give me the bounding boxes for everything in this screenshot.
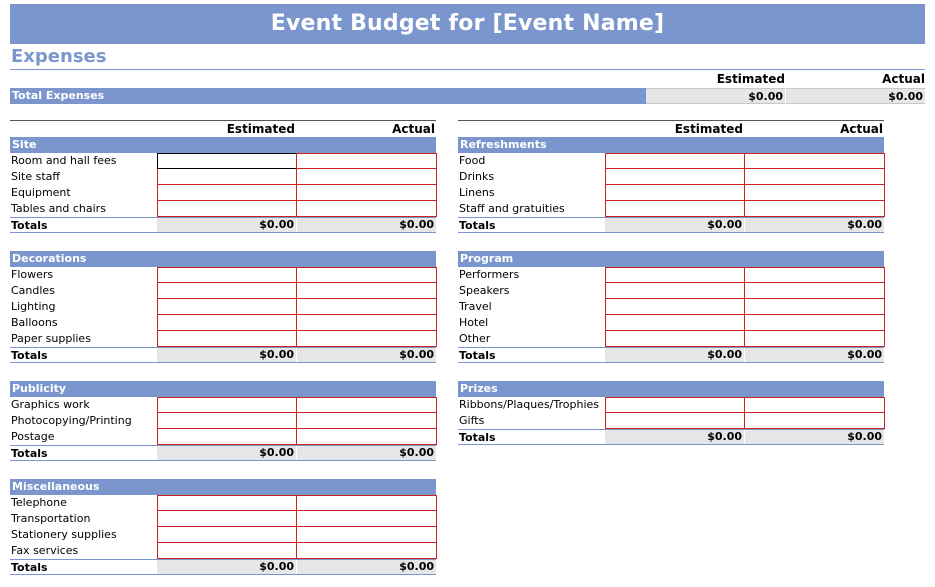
section-publicity [10, 381, 436, 461]
estimated-input-cell[interactable] [605, 153, 745, 169]
actual-input-cell[interactable] [296, 283, 437, 299]
totals-estimated[interactable]: $0.00 [157, 560, 296, 574]
line-item-row [458, 169, 884, 185]
line-item-label: Transportation [11, 512, 91, 525]
line-item-label: Photocopying/Printing [11, 414, 132, 427]
estimated-input-cell[interactable] [157, 153, 297, 169]
totals-estimated[interactable]: $0.00 [605, 348, 744, 362]
line-item-label: Stationery supplies [11, 528, 117, 541]
line-item-row [10, 495, 436, 511]
section-totals-row [10, 217, 436, 233]
actual-input-cell[interactable] [744, 169, 885, 185]
totals-estimated[interactable]: $0.00 [157, 446, 296, 460]
section-miscellaneous [10, 479, 436, 575]
estimated-input-cell[interactable] [157, 527, 297, 543]
total-expenses-label: Total Expenses [10, 88, 646, 104]
actual-input-cell[interactable] [296, 331, 437, 347]
actual-input-cell[interactable] [744, 185, 885, 201]
line-item-label: Hotel [459, 316, 489, 329]
line-item-label: Flowers [11, 268, 54, 281]
estimated-input-cell[interactable] [605, 315, 745, 331]
line-item-row [10, 331, 436, 347]
actual-input-cell[interactable] [296, 267, 437, 283]
totals-actual[interactable]: $0.00 [297, 560, 436, 574]
section-totals-row [10, 445, 436, 461]
estimated-input-cell[interactable] [605, 283, 745, 299]
line-item-row [10, 527, 436, 543]
actual-input-cell[interactable] [296, 315, 437, 331]
section-totals-row [458, 217, 884, 233]
line-item-row [10, 315, 436, 331]
section-prizes [458, 381, 884, 445]
line-item-row [10, 169, 436, 185]
actual-input-cell[interactable] [296, 299, 437, 315]
line-item-label: Linens [459, 186, 495, 199]
section-totals-row [10, 347, 436, 363]
estimated-input-cell[interactable] [605, 201, 745, 217]
line-item-label: Staff and gratuities [459, 202, 565, 215]
line-item-row [10, 413, 436, 429]
totals-estimated[interactable]: $0.00 [157, 348, 296, 362]
column-header-row [10, 121, 436, 137]
section-decorations [10, 251, 436, 363]
totals-estimated[interactable]: $0.00 [157, 218, 296, 232]
estimated-input-cell[interactable] [605, 397, 745, 413]
line-item-row [458, 283, 884, 299]
estimated-input-cell[interactable] [157, 397, 297, 413]
line-item-label: Graphics work [11, 398, 90, 411]
totals-actual[interactable]: $0.00 [297, 446, 436, 460]
actual-input-cell[interactable] [744, 397, 885, 413]
line-item-row [458, 413, 884, 429]
actual-input-cell[interactable] [744, 201, 885, 217]
actual-input-cell[interactable] [296, 153, 437, 169]
actual-input-cell[interactable] [744, 283, 885, 299]
estimated-input-cell[interactable] [157, 315, 297, 331]
line-item-label: Drinks [459, 170, 495, 183]
total-expenses-row [10, 88, 925, 104]
line-item-row [10, 267, 436, 283]
line-item-label: Food [459, 154, 486, 167]
totals-label: Totals [11, 219, 48, 232]
actual-input-cell[interactable] [296, 169, 437, 185]
actual-input-cell[interactable] [744, 299, 885, 315]
line-item-label: Speakers [459, 284, 510, 297]
line-item-label: Paper supplies [11, 332, 91, 345]
estimated-input-cell[interactable] [605, 185, 745, 201]
totals-estimated[interactable]: $0.00 [605, 430, 744, 444]
line-item-row [458, 201, 884, 217]
estimated-input-cell[interactable] [157, 283, 297, 299]
line-item-label: Lighting [11, 300, 56, 313]
line-item-label: Tables and chairs [11, 202, 106, 215]
actual-input-cell[interactable] [296, 495, 437, 511]
line-item-label: Postage [11, 430, 55, 443]
line-item-row [10, 299, 436, 315]
estimated-input-cell[interactable] [157, 429, 297, 445]
total-expenses-actual[interactable]: $0.00 [786, 88, 925, 104]
totals-label: Totals [11, 447, 48, 460]
line-item-row [458, 397, 884, 413]
line-item-row [10, 283, 436, 299]
estimated-input-cell[interactable] [157, 201, 297, 217]
expenses-divider [10, 69, 925, 70]
line-item-label: Candles [11, 284, 55, 297]
section-title: Decorations [10, 251, 436, 267]
summary-estimated-header: Estimated [716, 72, 785, 86]
totals-label: Totals [11, 349, 48, 362]
line-item-row [458, 315, 884, 331]
totals-label: Totals [459, 349, 496, 362]
actual-input-cell[interactable] [296, 413, 437, 429]
line-item-row [458, 153, 884, 169]
actual-input-cell[interactable] [296, 543, 437, 559]
totals-actual[interactable]: $0.00 [745, 348, 884, 362]
section-title: Miscellaneous [10, 479, 436, 495]
line-item-row [10, 511, 436, 527]
line-item-row [10, 543, 436, 559]
actual-input-cell[interactable] [744, 413, 885, 429]
line-item-row [10, 201, 436, 217]
actual-column-header: Actual [392, 122, 435, 136]
actual-input-cell[interactable] [296, 429, 437, 445]
actual-input-cell[interactable] [296, 201, 437, 217]
line-item-row [10, 397, 436, 413]
line-item-label: Balloons [11, 316, 58, 329]
totals-actual[interactable]: $0.00 [745, 218, 884, 232]
line-item-label: Site staff [11, 170, 60, 183]
actual-input-cell[interactable] [744, 315, 885, 331]
totals-estimated[interactable]: $0.00 [605, 218, 744, 232]
line-item-row [10, 429, 436, 445]
section-title: Site [10, 137, 436, 153]
section-site [10, 120, 436, 233]
line-item-label: Other [459, 332, 491, 345]
estimated-input-cell[interactable] [605, 331, 745, 347]
actual-input-cell[interactable] [296, 527, 437, 543]
estimated-input-cell[interactable] [605, 413, 745, 429]
totals-actual[interactable]: $0.00 [297, 218, 436, 232]
column-header-row [458, 121, 884, 137]
section-title: Refreshments [458, 137, 884, 153]
line-item-label: Room and hall fees [11, 154, 117, 167]
line-item-row [458, 185, 884, 201]
estimated-input-cell[interactable] [157, 543, 297, 559]
totals-label: Totals [459, 219, 496, 232]
section-refreshments [458, 120, 884, 233]
actual-input-cell[interactable] [744, 153, 885, 169]
page-title: Event Budget for [Event Name] [10, 4, 925, 44]
summary-actual-header: Actual [882, 72, 925, 86]
totals-label: Totals [459, 431, 496, 444]
section-program [458, 251, 884, 363]
estimated-column-header: Estimated [226, 122, 295, 136]
line-item-row [458, 299, 884, 315]
totals-actual[interactable]: $0.00 [297, 348, 436, 362]
estimated-input-cell[interactable] [157, 413, 297, 429]
estimated-input-cell[interactable] [605, 299, 745, 315]
line-item-label: Travel [459, 300, 492, 313]
totals-label: Totals [11, 561, 48, 574]
section-totals-row [458, 429, 884, 445]
line-item-label: Telephone [11, 496, 67, 509]
section-title: Program [458, 251, 884, 267]
estimated-input-cell[interactable] [157, 169, 297, 185]
section-totals-row [10, 559, 436, 575]
estimated-input-cell[interactable] [157, 495, 297, 511]
line-item-label: Performers [459, 268, 520, 281]
total-expenses-estimated[interactable]: $0.00 [646, 88, 785, 104]
estimated-column-header: Estimated [674, 122, 743, 136]
line-item-row [458, 267, 884, 283]
estimated-input-cell[interactable] [157, 299, 297, 315]
section-totals-row [458, 347, 884, 363]
line-item-label: Equipment [11, 186, 71, 199]
estimated-input-cell[interactable] [157, 267, 297, 283]
line-item-label: Gifts [459, 414, 485, 427]
actual-input-cell[interactable] [296, 185, 437, 201]
line-item-label: Ribbons/Plaques/Trophies [459, 398, 600, 411]
actual-input-cell[interactable] [744, 331, 885, 347]
estimated-input-cell[interactable] [157, 511, 297, 527]
estimated-input-cell[interactable] [605, 267, 745, 283]
actual-input-cell[interactable] [296, 397, 437, 413]
line-item-row [10, 185, 436, 201]
estimated-input-cell[interactable] [157, 331, 297, 347]
totals-actual[interactable]: $0.00 [745, 430, 884, 444]
estimated-input-cell[interactable] [605, 169, 745, 185]
actual-column-header: Actual [840, 122, 883, 136]
line-item-row [10, 153, 436, 169]
actual-input-cell[interactable] [744, 267, 885, 283]
actual-input-cell[interactable] [296, 511, 437, 527]
line-item-label: Fax services [11, 544, 79, 557]
estimated-input-cell[interactable] [157, 185, 297, 201]
expenses-heading: Expenses [11, 46, 107, 67]
section-title: Publicity [10, 381, 436, 397]
section-title: Prizes [458, 381, 884, 397]
line-item-row [458, 331, 884, 347]
